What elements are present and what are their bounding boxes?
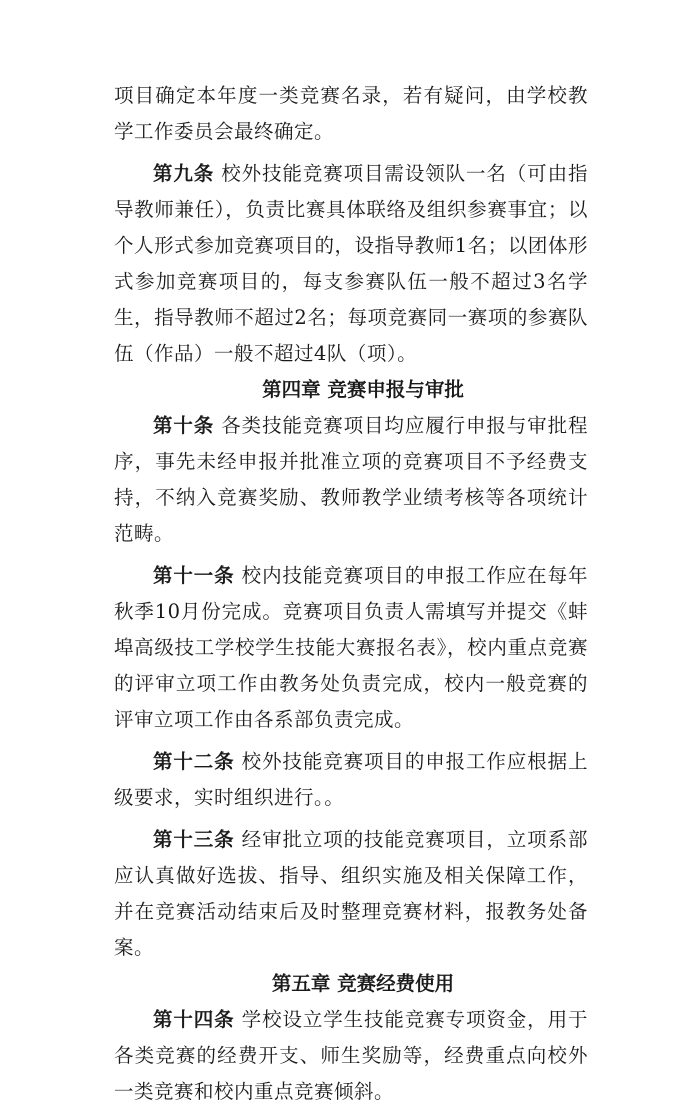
article-text: 各类技能竞赛项目均应履行申报与审批程序，事先未经申报并批准立项的竞赛项目不予经费支持，不纳入竞赛奖励、教师教学业绩考核等各项统计范畴。 bbox=[114, 414, 588, 545]
article-text: 经审批立项的技能竞赛项目，立项系部应认真做好选拔、指导、组织实施及相关保障工作，并在竞赛活动结束后及时整理竞赛材料，报教务处备案。 bbox=[114, 828, 588, 959]
article-label: 第十二条 bbox=[153, 750, 235, 773]
article-10 bbox=[114, 408, 588, 552]
article-14 bbox=[114, 1002, 588, 1110]
article-label: 第十条 bbox=[153, 414, 215, 437]
article-label: 第九条 bbox=[153, 162, 215, 185]
paragraph-text: 项目确定本年度一类竞赛名录，若有疑问，由学校教学工作委员会最终确定。 bbox=[114, 84, 588, 143]
article-label: 第十四条 bbox=[153, 1008, 235, 1031]
article-text: 校外技能竞赛项目需设领队一名（可由指导教师兼任），负责比赛具体联络及组织参赛事宜；以个人形式参加竞赛项目的，设指导教师1名；以团体形式参加竞赛项目的，每支参赛队伍一般不超过3名学生，指导教师不超过2名；每项竞赛同一赛项的参赛队伍（作品）一般不超过4队（项）。 bbox=[114, 162, 588, 365]
article-9 bbox=[114, 156, 588, 372]
paragraph-continuation bbox=[114, 78, 588, 150]
article-label: 第十一条 bbox=[153, 564, 235, 587]
chapter-5-heading: 第五章 竞赛经费使用 bbox=[271, 972, 455, 995]
article-13 bbox=[114, 822, 588, 966]
article-text: 校内技能竞赛项目的申报工作应在每年秋季10月份完成。竞赛项目负责人需填写并提交《蚌埠高级技工学校学生技能大赛报名表》，校内重点竞赛的评审立项工作由教务处负责完成，校内一般竞赛的评审立项工作由各系部负责完成。 bbox=[114, 564, 588, 731]
article-text: 学校设立学生技能竞赛专项资金，用于各类竞赛的经费开支、师生奖励等，经费重点向校外一类竞赛和校内重点竞赛倾斜。 bbox=[114, 1008, 588, 1103]
article-label: 第十三条 bbox=[153, 828, 235, 851]
article-12 bbox=[114, 744, 588, 816]
chapter-4-heading: 第四章 竞赛申报与审批 bbox=[262, 378, 464, 401]
article-11 bbox=[114, 558, 588, 738]
article-text: 校外技能竞赛项目的申报工作应根据上级要求，实时组织进行。。 bbox=[114, 750, 588, 809]
